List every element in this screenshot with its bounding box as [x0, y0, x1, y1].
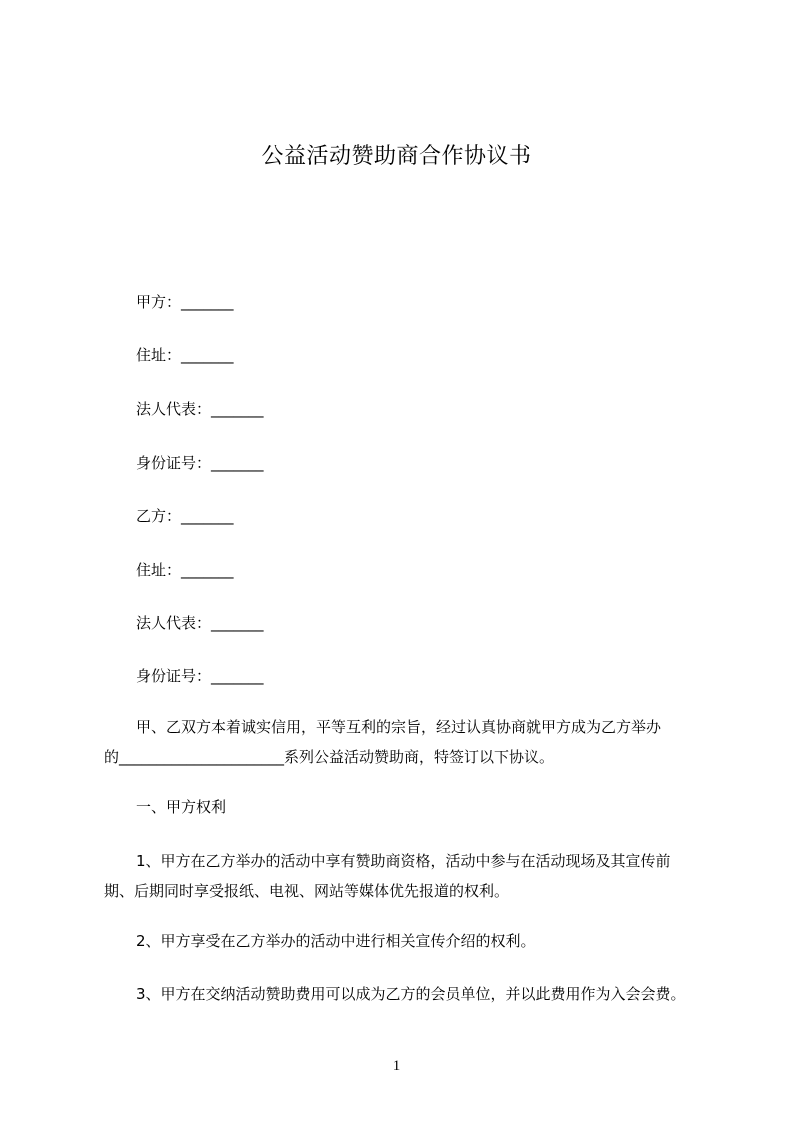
- section-1-heading: 一、甲方权利: [136, 798, 227, 816]
- party-a-id-number-field: 身份证号：_______: [136, 454, 264, 472]
- party-a-legal-rep-field: 法人代表：_______: [136, 400, 264, 418]
- section-1-item-2: 2、甲方享受在乙方举办的活动中进行相关宣传介绍的权利。: [136, 932, 536, 950]
- intro-paragraph: [104, 717, 714, 777]
- section-1-item-1: [104, 851, 714, 911]
- page-number: 1: [392, 1058, 401, 1074]
- party-b-legal-rep-field: 法人代表：_______: [136, 614, 264, 632]
- document-title: 公益活动赞助商合作协议书: [261, 144, 532, 169]
- party-a-name-field: 甲方：_______: [136, 293, 234, 311]
- party-b-address-field: 住址：_______: [136, 561, 234, 579]
- intro-line-1: 甲、乙双方本着诚实信用，平等互利的宗旨，经过认真协商就甲方成为乙方举办: [136, 718, 662, 736]
- section-1-item-1-line-1: 1、甲方在乙方举办的活动中享有赞助商资格，活动中参与在活动现场及其宣传前: [136, 852, 671, 870]
- party-b-name-field: 乙方：_______: [136, 507, 234, 525]
- party-a-address-field: 住址：_______: [136, 346, 234, 364]
- section-1-item-3: 3、甲方在交纳活动赞助费用可以成为乙方的会员单位，并以此费用作为入会会费。: [136, 985, 686, 1003]
- intro-line-2: 的______________________系列公益活动赞助商，特签订以下协议。: [104, 748, 555, 766]
- party-b-id-number-field: 身份证号：_______: [136, 667, 264, 685]
- section-1-item-1-line-2: 期、后期同时享受报纸、电视、网站等媒体优先报道的权利。: [104, 882, 510, 900]
